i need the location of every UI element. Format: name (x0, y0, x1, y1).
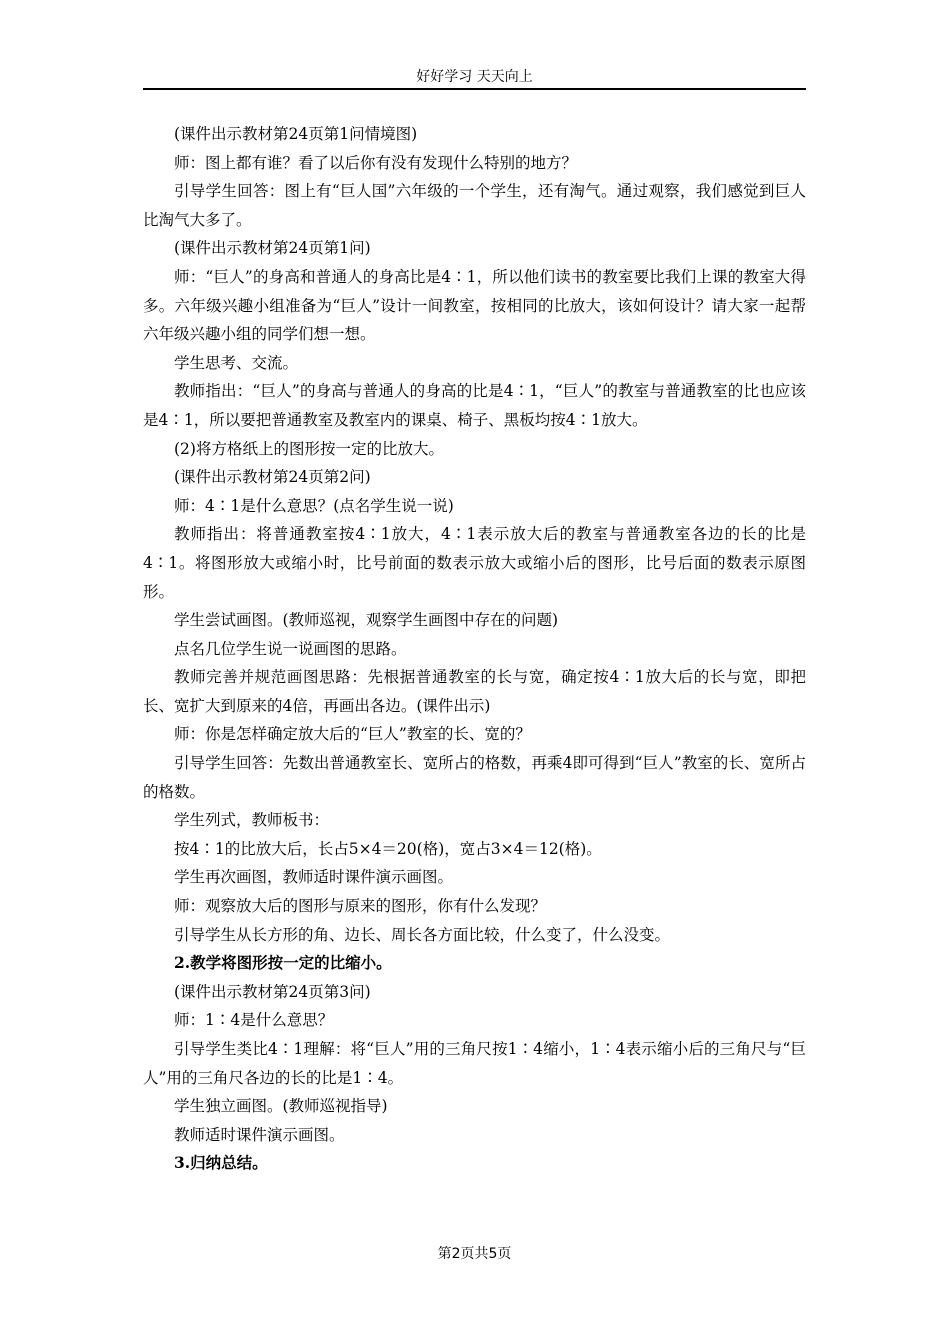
paragraph: 引导学生从长方形的角、边长、周长各方面比较，什么变了，什么没变。 (174, 925, 671, 944)
paragraph: (课件出示教材第24页第2问) (174, 468, 371, 487)
paragraph: 引导学生回答：先数出普通教室长、宽所占的格数，再乘4即可得到“巨人”教室的长、宽所占的格数。 (143, 754, 806, 801)
paragraph: 学生尝试画图。(教师巡视，观察学生画图中存在的问题) (174, 611, 559, 630)
page-header: 好好学习 天天向上 (416, 69, 533, 85)
paragraph: 引导学生回答：图上有“巨人国”六年级的一个学生，还有淘气。通过观察，我们感觉到巨人比淘气大多了。 (143, 182, 806, 229)
paragraph: 师：“巨人”的身高和普通人的身高比是4∶1，所以他们读书的教室要比我们上课的教室大得多。六年级兴趣小组准备为“巨人”设计一间教室，按相同的比放大，该如何设计？请大家一起帮六年级兴趣小组的同学们想一想。 (143, 267, 806, 344)
paragraph: 学生思考、交流。 (174, 353, 299, 372)
document-body (143, 120, 806, 1178)
section-heading: 2.教学将图形按一定的比缩小。 (174, 953, 392, 973)
paragraph: 师：1∶4是什么意思？ (174, 1011, 334, 1030)
paragraph: (2)将方格纸上的图形按一定的比放大。 (174, 439, 444, 458)
paragraph: 点名几位学生说一说画图的思路。 (174, 639, 407, 658)
section-heading: 3.归纳总结。 (174, 1153, 268, 1173)
paragraph: (课件出示教材第24页第1问) (174, 239, 371, 258)
paragraph: (课件出示教材第24页第1问情境图) (174, 125, 418, 143)
paragraph: 教师指出：“巨人”的身高与普通人的身高的比是4∶1，“巨人”的教室与普通教室的比也应该是4∶1，所以要把普通教室及教室内的课桌、椅子、黑板均按4∶1放大。 (143, 382, 806, 429)
paragraph: (课件出示教材第24页第3问) (174, 982, 371, 1001)
paragraph: 学生独立画图。(教师巡视指导) (174, 1097, 388, 1116)
paragraph: 学生再次画图，教师适时课件演示画图。 (174, 868, 454, 887)
paragraph: 引导学生类比4∶1理解：将“巨人”用的三角尺按1∶4缩小，1∶4表示缩小后的三角尺与“巨人”用的三角尺各边的长的比是1∶4。 (143, 1040, 806, 1087)
paragraph: 教师适时课件演示画图。 (174, 1125, 345, 1144)
paragraph: 学生列式，教师板书： (174, 811, 330, 830)
paragraph: 教师指出：将普通教室按4∶1放大，4∶1表示放大后的教室与普通教室各边的长的比是4∶1。将图形放大或缩小时，比号前面的数表示放大或缩小后的图形，比号后面的数表示原图形。 (143, 525, 806, 601)
paragraph: 师：你是怎样确定放大后的“巨人”教室的长、宽的？ (174, 725, 531, 744)
paragraph: 师：4∶1是什么意思？(点名学生说一说) (174, 496, 454, 515)
paragraph: 按4∶1的比放大后，长占5×4＝20(格)，宽占3×4＝12(格)。 (174, 839, 602, 858)
page-footer: 第2页共5页 (437, 1246, 512, 1262)
header-rule (143, 88, 806, 90)
paragraph: 师：图上都有谁？看了以后你有没有发现什么特别的地方？ (174, 153, 578, 172)
paragraph: 教师完善并规范画图思路：先根据普通教室的长与宽，确定按4∶1放大后的长与宽，即把长、宽扩大到原来的4倍，再画出各边。(课件出示) (143, 668, 806, 715)
paragraph: 师：观察放大后的图形与原来的图形，你有什么发现？ (174, 897, 547, 916)
